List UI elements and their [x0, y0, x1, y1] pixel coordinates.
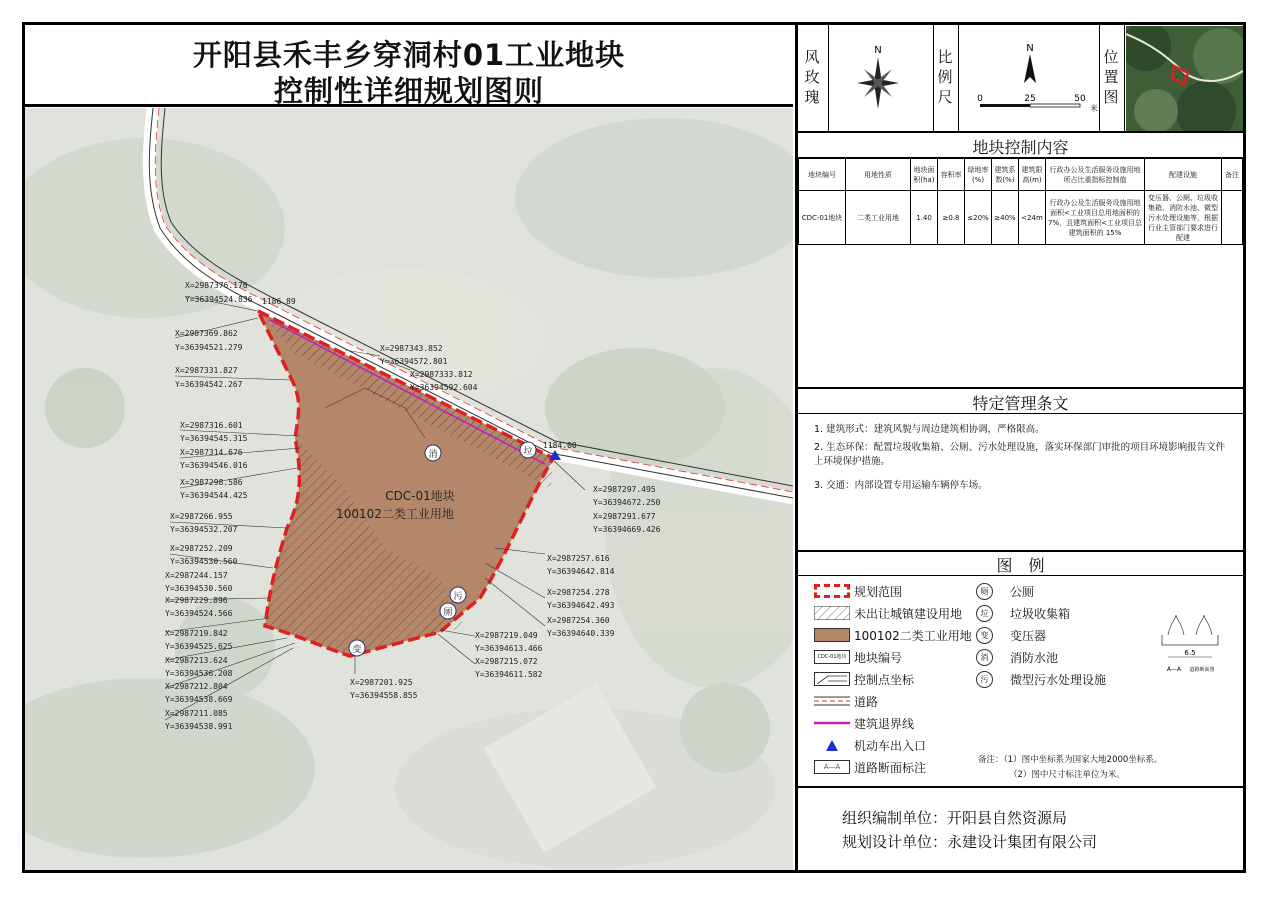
compass-label: 风玫瑰 [804, 48, 820, 106]
coord-text: Y=36394524.566 [165, 609, 233, 618]
garbage-bin-icon: 垃 [976, 605, 993, 622]
table-cell: 变压器、公厕、垃圾收集箱、消防水池、微型污水处理设施等，根据行业主管部门要求进行配建 [1145, 191, 1222, 245]
coord-text: X=2987201.925 [350, 678, 413, 687]
coord-text: X=2987266.955 [170, 512, 233, 521]
coord-text: X=2987316.601 [180, 421, 243, 430]
transformer-icon: 变 [976, 627, 993, 644]
clause-item: 1. 建筑形式：建筑风貌与周边建筑相协调，严格限高。 [814, 424, 1045, 435]
hatch-swatch [814, 606, 850, 620]
table-header-row [799, 159, 1243, 191]
coord-text: Y=36394572.801 [380, 357, 448, 366]
svg-text:垃: 垃 [523, 447, 533, 457]
coord-text: X=2987297.495 [593, 485, 656, 494]
table-header-cell: 配建设施 [1145, 159, 1222, 191]
coord-text: X=2987244.157 [165, 571, 228, 580]
table-cell: ≥0.8 [938, 191, 965, 245]
title-block [25, 25, 793, 107]
table-header-cell: 绿地率(%) [965, 159, 992, 191]
block-id-swatch: CDC-01地块 [814, 650, 850, 664]
coord-text: Y=36394530.560 [170, 557, 238, 566]
setback-swatch [814, 716, 850, 730]
clause-item: 2. 生态环保：配置垃圾收集箱、公厕、污水处理设施，落实环保部门审批的项目环境影响报告文件上环境保护措施。 [814, 442, 1226, 467]
svg-text:0: 0 [977, 94, 983, 104]
svg-text:50: 50 [1074, 94, 1086, 104]
table-cell: 1.40 [911, 191, 938, 245]
coord-text: X=2987298.586 [180, 478, 243, 487]
scale-label: 比例尺 [937, 48, 953, 106]
parcel-use-label: 100102二类工业用地 [336, 507, 454, 521]
table-header-cell: 地块面积(ha) [911, 159, 938, 191]
coord-text: X=2987376.176 [185, 281, 248, 290]
svg-text:25: 25 [1024, 94, 1036, 104]
wind-rose-icon [853, 43, 903, 118]
coord-text: Y=36394611.582 [475, 670, 543, 679]
svg-text:道路断面图: 道路断面图 [1189, 667, 1215, 673]
note-line-1: 备注：（1）图中坐标系为国家大地2000坐标系。 [978, 755, 1163, 765]
elevation-2: 1184.00 [543, 441, 577, 450]
coord-text: X=2987369.862 [175, 329, 238, 338]
org-compiler: 组织编制单位：开阳县自然资源局 [842, 809, 1068, 827]
boundary-swatch [814, 584, 850, 598]
location-label: 位置图 [1103, 48, 1119, 106]
coord-point-swatch [814, 672, 850, 686]
coord-text: X=2987314.676 [180, 448, 243, 457]
sewage-treatment-icon: 污 [976, 671, 993, 688]
note-line-2: （2）图中尺寸标注单位为米。 [1009, 770, 1125, 780]
table-cell: CDC-01地块 [799, 191, 846, 245]
svg-text:厕: 厕 [443, 608, 453, 618]
svg-text:N: N [1026, 43, 1034, 54]
facility-transformer-marker [349, 640, 365, 656]
coord-text: X=2987252.209 [170, 544, 233, 553]
control-section-title: 地块控制内容 [972, 138, 1069, 157]
coord-text: Y=36394642.814 [547, 567, 615, 576]
svg-text:变: 变 [352, 645, 362, 655]
facility-fire-pool-marker [425, 445, 441, 461]
table-header-cell: 建筑系数(%) [992, 159, 1019, 191]
coord-text: X=2987291.677 [593, 512, 656, 521]
coord-text: Y=36394530.560 [165, 584, 233, 593]
table-cell [1222, 191, 1243, 245]
industrial-swatch [814, 628, 850, 642]
fire-pool-icon: 消 [976, 649, 993, 666]
road-swatch [814, 694, 850, 708]
coord-text: Y=36394524.836 [185, 295, 253, 304]
svg-text:污: 污 [453, 592, 463, 602]
coord-text: X=2987215.072 [475, 657, 538, 666]
coord-text: Y=36394521.279 [175, 343, 243, 352]
legend-section-title: 图 例 [996, 556, 1045, 575]
coord-text: Y=36394613.466 [475, 644, 543, 653]
coord-text: Y=36394642.493 [547, 601, 615, 610]
facility-toilet-marker [440, 603, 456, 619]
map-panel [25, 108, 793, 870]
coord-text: Y=36394538.991 [165, 722, 233, 731]
road-section-diagram [1160, 605, 1220, 677]
table-header-cell: 用地性质 [846, 159, 911, 191]
coord-text: X=2987219.049 [475, 631, 538, 640]
right-panel: 风玫瑰 N 比例尺 N 0 25 50 米 位置图 地块控制内容 地块编号 用地性质 地块面积(ha) 容积率 绿地率(%) 建筑系数(%) 建筑限高(m) 行政办公及生活服务设施用地所占比重指标控制值 配建设施 备注 CDC-01地块 二类工业用地 1.40 ≥0.8 ≤20% ≥40% <24m 行政办公及生活服务设施用地面积<工业项目总用地面积的 7%，且建筑面积<工业项目总建筑面积的 15% 变压器、公厕、垃圾收集箱、消防水池、微型污水处理设施等，根据行业主管部门要求进行配建 特定管理条文 1. 建筑形式：建筑风貌与周边建筑相协调，严格限高。 2. 生态环保：配置垃圾收集箱、公厕、污水处理设施，落实环保部门审批的项目环境影响报告文件上环境保护措施。 3. 交通：内部设置专用运输车辆停车场。 图 例 规划范围 未出让城镇建设用地 100102二类工业用地 CDC-01地块 地块编号 控制点坐标 道路 建筑退界线 机动车出入口 A—A 道路断面标注 厕 公厕 垃 垃圾收集箱 变 变压器 消 消防水池 污 微型污水处理设施 6.5 A—A 道路断面图 备注：（1）图中坐标系为国家大地2000坐标系。 （2）图中尺寸标注单位为米。 组织编制单位：开阳县自然资源局 规划设计单位：永建设计集团有限公司 [795, 25, 1243, 870]
svg-text:米: 米 [1090, 104, 1098, 113]
coord-text: X=2987254.360 [547, 616, 610, 625]
coord-text: X=2987254.278 [547, 588, 610, 597]
scale-bar-icon [970, 41, 1100, 121]
coord-text: X=2987211.085 [165, 709, 228, 718]
table-header-cell: 建筑限高(m) [1019, 159, 1046, 191]
facility-sewage-marker [450, 587, 466, 603]
coord-text: X=2987331.827 [175, 366, 238, 375]
coord-text: Y=36394545.315 [180, 434, 248, 443]
coord-text: X=2987212.804 [165, 682, 228, 691]
coord-text: Y=36394672.250 [593, 498, 661, 507]
coord-text: Y=36394538.669 [165, 695, 233, 704]
table-row [799, 191, 1243, 245]
table-cell: ≤20% [965, 191, 992, 245]
coord-text: X=2987229.896 [165, 596, 228, 605]
coord-text: Y=36394592.604 [410, 383, 478, 392]
svg-text:6.5: 6.5 [1184, 649, 1196, 657]
title-line-1: 开阳县禾丰乡穿洞村01工业地块 [192, 38, 626, 72]
table-header-cell: 行政办公及生活服务设施用地所占比重指标控制值 [1046, 159, 1145, 191]
clause-item: 3. 交通：内部设置专用运输车辆停车场。 [814, 480, 988, 491]
facility-garbage-marker [520, 442, 536, 458]
svg-text:消: 消 [428, 450, 438, 460]
coord-text: Y=36394640.339 [547, 629, 615, 638]
coord-text: Y=36394536.208 [165, 669, 233, 678]
table-cell: 行政办公及生活服务设施用地面积<工业项目总用地面积的 7%，且建筑面积<工业项目总建筑面积的 15% [1046, 191, 1145, 245]
coord-text: Y=36394525.625 [165, 642, 233, 651]
coord-text: Y=36394546.016 [180, 461, 248, 470]
table-cell: ≥40% [992, 191, 1019, 245]
title-line-2: 控制性详细规划图则 [273, 74, 544, 108]
toilet-icon: 厕 [976, 583, 993, 600]
coord-text: Y=36394558.855 [350, 691, 418, 700]
svg-text:A—A: A—A [1166, 666, 1182, 673]
coord-text: Y=36394544.425 [180, 491, 248, 500]
section-mark-swatch: A—A [814, 760, 850, 774]
location-map-image [1126, 26, 1243, 131]
coord-text: X=2987343.852 [380, 344, 443, 353]
table-cell: <24m [1019, 191, 1046, 245]
table-header-cell: 备注 [1222, 159, 1243, 191]
coord-text: X=2987219.842 [165, 629, 228, 638]
coord-text: Y=36394542.267 [175, 380, 243, 389]
coord-text: X=2987257.616 [547, 554, 610, 563]
table-header-cell: 地块编号 [799, 159, 846, 191]
clauses-section-title: 特定管理条文 [972, 394, 1069, 413]
elevation-1: 1186.89 [262, 297, 296, 306]
coord-text: Y=36394669.426 [593, 525, 661, 534]
entrance-swatch [814, 738, 850, 752]
parcel-id-label: CDC-01地块 [385, 489, 455, 503]
coord-text: X=2987213.624 [165, 656, 228, 665]
table-cell: 二类工业用地 [846, 191, 911, 245]
org-designer: 规划设计单位：永建设计集团有限公司 [842, 833, 1098, 851]
table-header-cell: 容积率 [938, 159, 965, 191]
svg-text:N: N [874, 45, 882, 56]
coord-text: X=2987333.812 [410, 370, 473, 379]
coord-text: Y=36394532.207 [170, 525, 238, 534]
site-map [25, 108, 793, 870]
control-table [798, 158, 1243, 245]
